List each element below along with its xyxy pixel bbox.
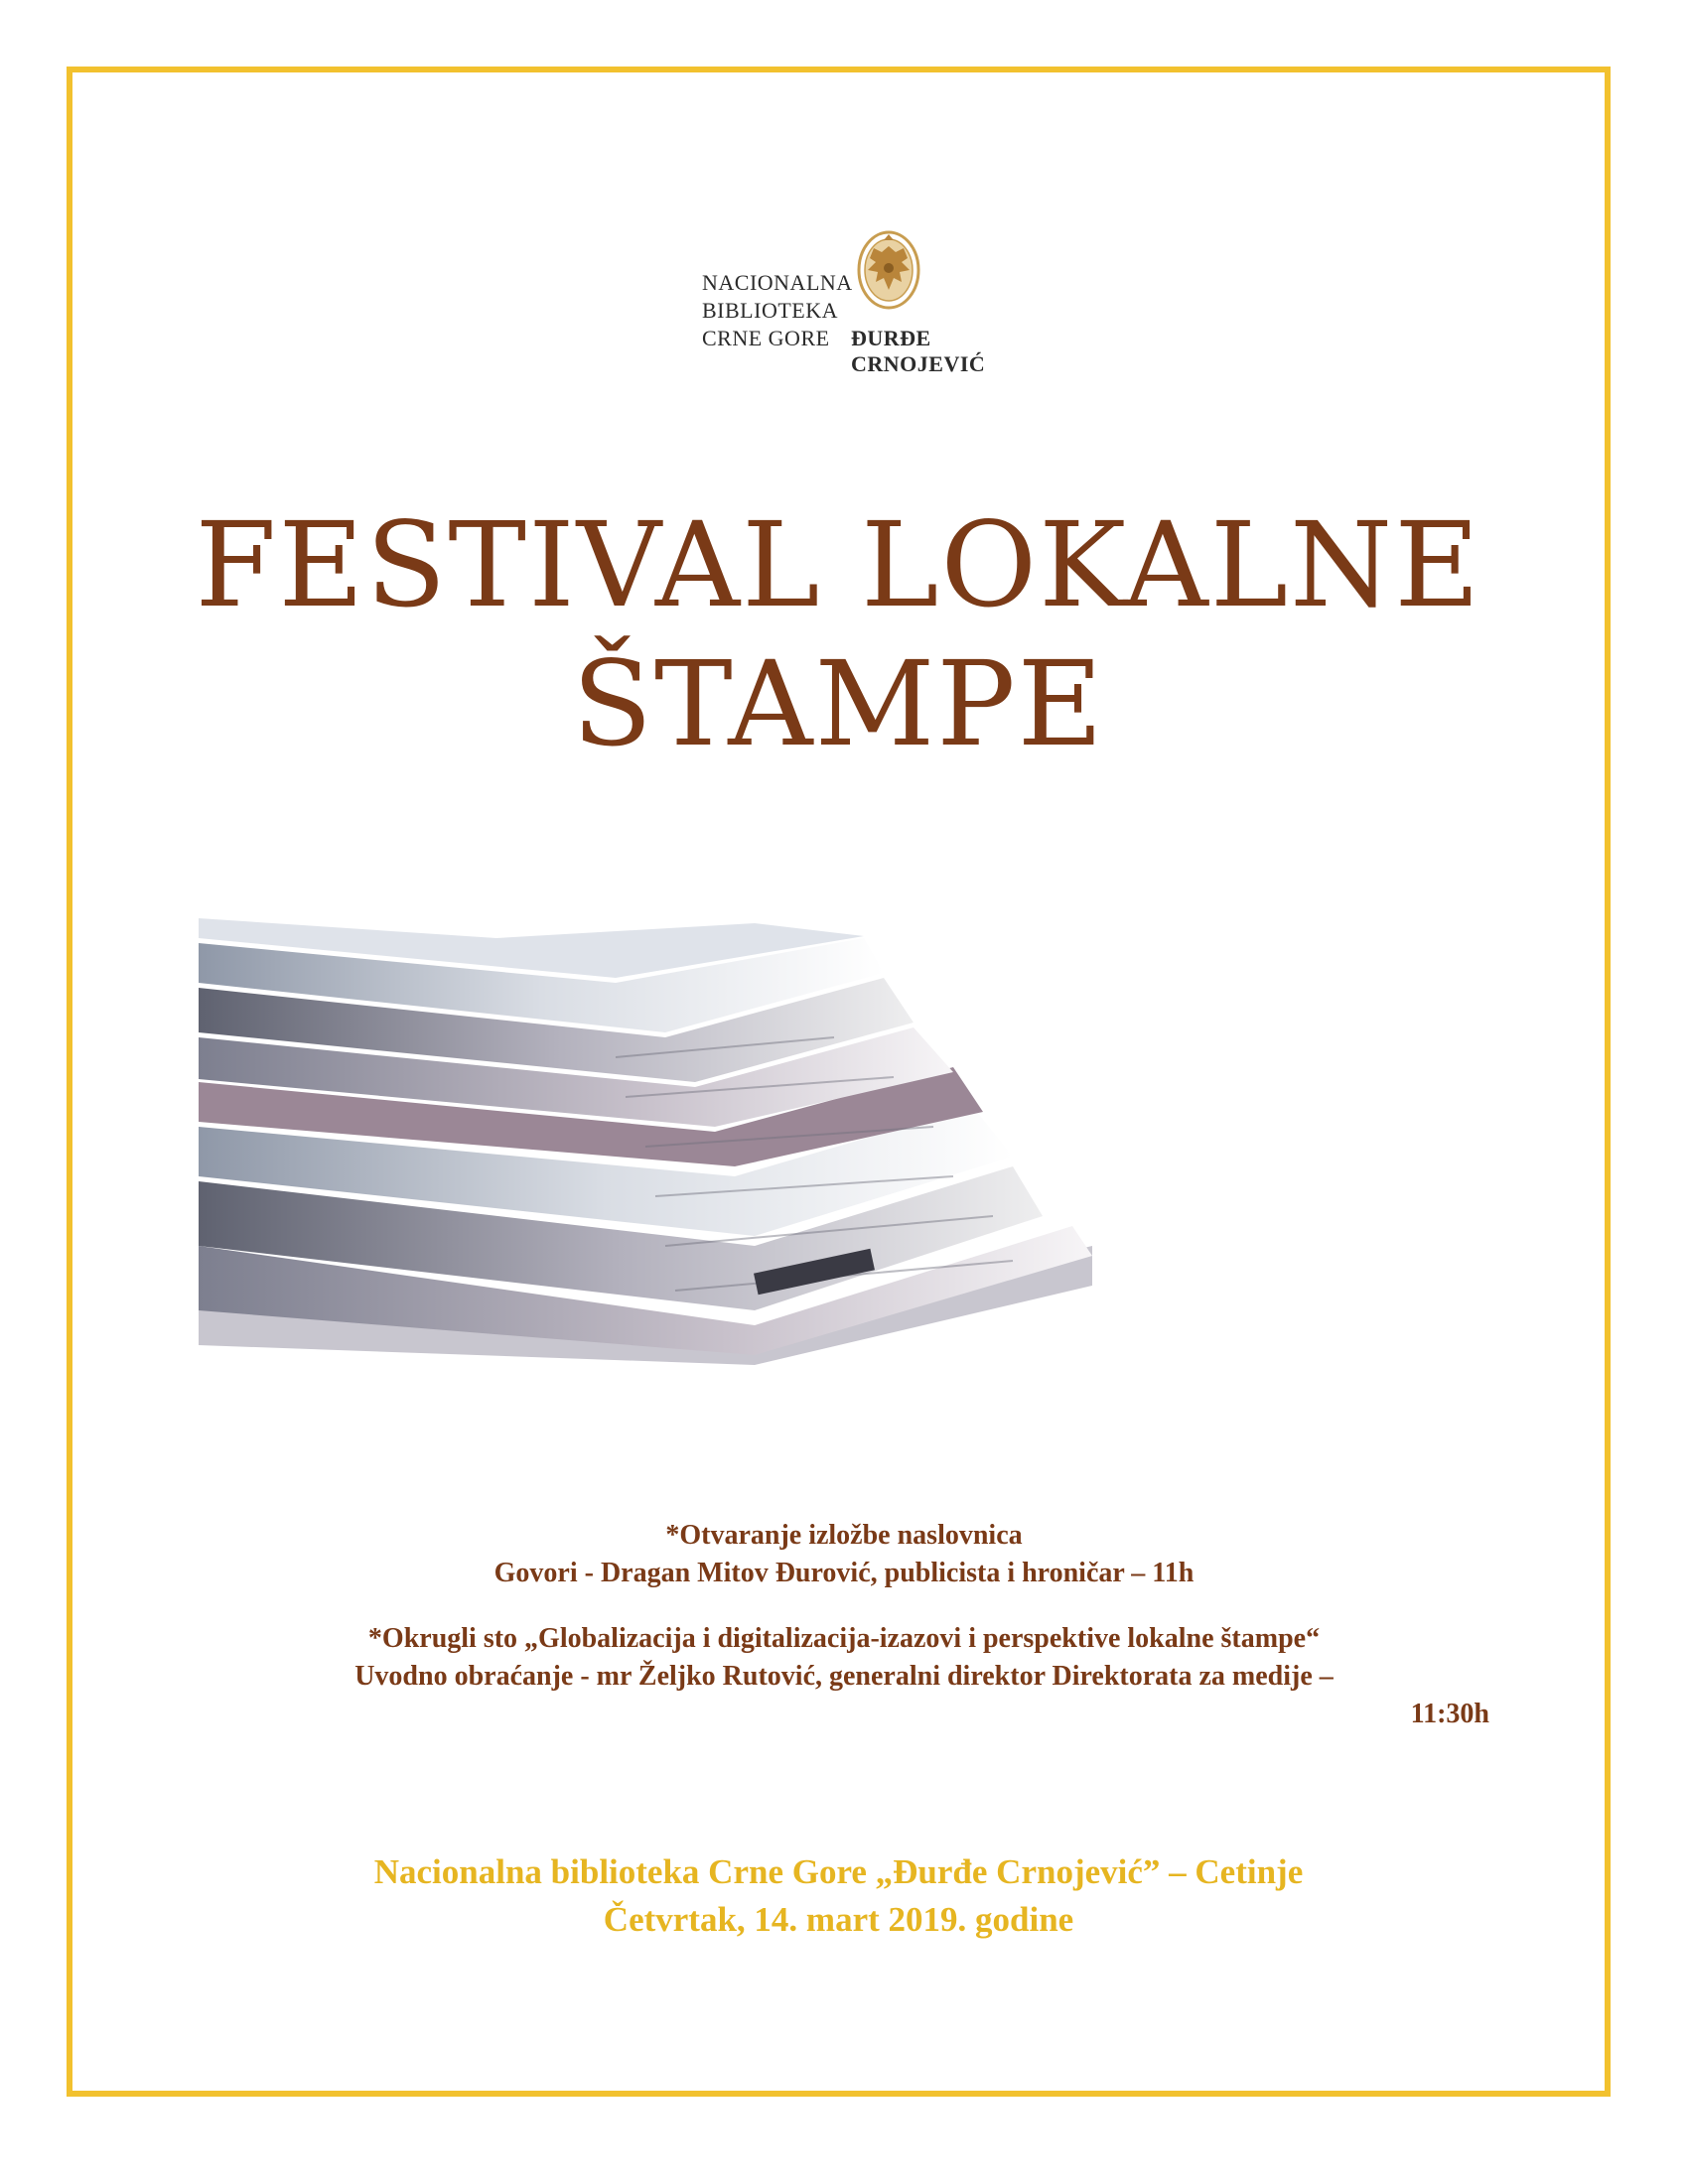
program-item-1-detail: Govori - Dragan Mitov Đurović, publicista i hroničar – 11h [493, 1558, 1195, 1588]
newspaper-stack-image [199, 918, 1092, 1385]
logo-line-3-bold: ĐURĐE [851, 326, 931, 350]
logo-line-1: NACIONALNA [702, 270, 853, 295]
double-headed-eagle-emblem-icon [854, 228, 923, 318]
poster-title-line-2: ŠTAMPE [572, 635, 1105, 772]
program-item-1-title: *Otvaranje izložbe naslovnica [665, 1520, 1023, 1551]
footer-date: Četvrtak, 14. mart 2019. godine [603, 1900, 1074, 1939]
program-item-2-title: *Okrugli sto „Globalizacija i digitalizacija-izazovi i perspektive lokalne štampe“ [367, 1623, 1321, 1654]
logo-line-4: CRNOJEVIĆ [851, 351, 986, 376]
program-item-2-time: 11:30h [1410, 1699, 1489, 1729]
logo-line-2: BIBLIOTEKA [702, 298, 838, 323]
program-item-2-detail: Uvodno obraćanje - mr Željko Rutović, generalni direktor Direktorata za medije – [354, 1661, 1334, 1692]
logo-line-3: CRNE GORE [702, 326, 830, 350]
poster-title-line-1: FESTIVAL LOKALNE [195, 496, 1482, 633]
library-logo [702, 228, 1000, 376]
footer-venue: Nacionalna biblioteka Crne Gore „Đurđe Crnojević” – Cetinje [373, 1852, 1304, 1891]
